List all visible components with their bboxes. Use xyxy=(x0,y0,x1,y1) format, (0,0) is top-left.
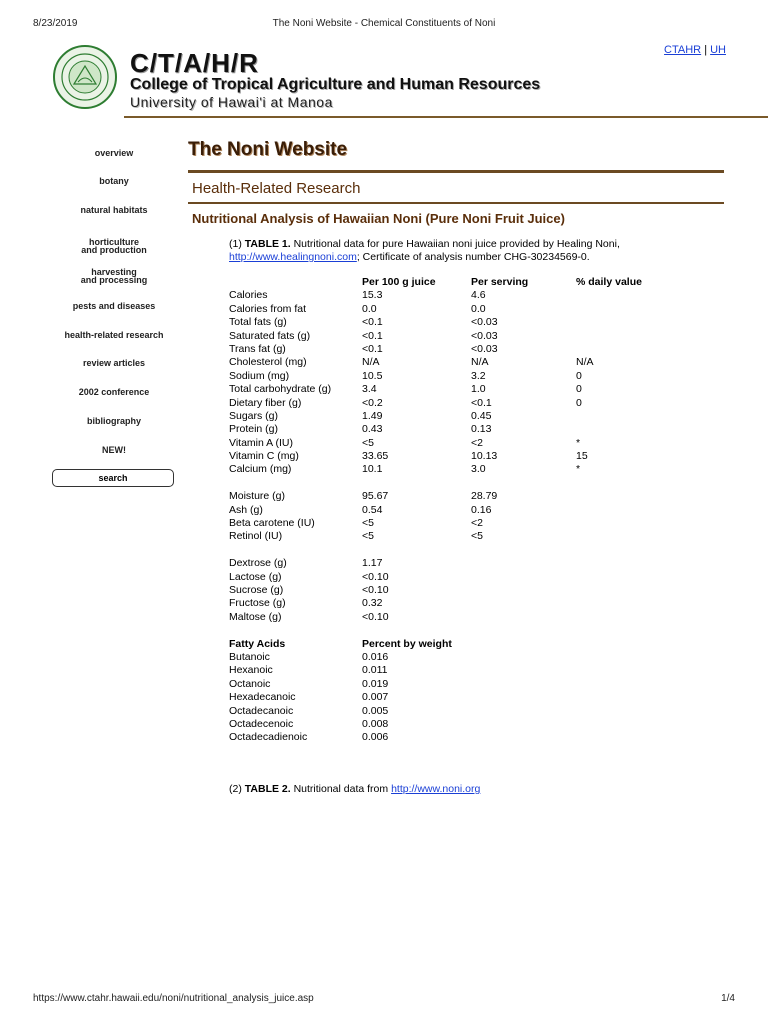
row-label: Butanoic xyxy=(229,650,270,663)
cell-value: N/A xyxy=(471,356,489,369)
cell-value: 0.45 xyxy=(471,409,492,422)
banner-divider xyxy=(124,116,768,118)
table1-number: (1) xyxy=(229,238,242,250)
cell-value: 0.0 xyxy=(362,302,377,315)
row-label: Total carbohydrate (g) xyxy=(229,383,332,396)
row-label: Sugars (g) xyxy=(229,409,279,422)
cell-value: 0 xyxy=(576,369,582,382)
col-header-daily-value: % daily value xyxy=(576,276,642,288)
cell-value: <2 xyxy=(471,517,483,530)
section-divider xyxy=(188,202,724,204)
row-label: Calcium (mg) xyxy=(229,463,292,476)
cell-value: 95.67 xyxy=(362,490,389,503)
nav-health-research[interactable]: health-related research xyxy=(64,330,164,340)
cell-value: 15.3 xyxy=(362,289,383,302)
row-label: Total fats (g) xyxy=(229,316,287,329)
cell-value: 1.49 xyxy=(362,409,383,422)
table1-label: TABLE 1. xyxy=(244,238,291,250)
table1-caption xyxy=(229,238,689,264)
cell-value: <0.1 xyxy=(362,342,383,355)
ctahr-link[interactable]: CTAHR xyxy=(664,44,702,56)
row-label: Trans fat (g) xyxy=(229,342,286,355)
cell-value: N/A xyxy=(576,356,594,369)
row-label: Octanoic xyxy=(229,677,271,690)
row-label: Vitamin C (mg) xyxy=(229,450,299,463)
row-label: Octadecanoic xyxy=(229,704,294,717)
row-label: Retinol (IU) xyxy=(229,530,283,543)
cell-value: * xyxy=(576,463,581,476)
cell-value: <5 xyxy=(471,530,483,543)
nav-overview[interactable]: overview xyxy=(94,148,134,158)
row-label: Ash (g) xyxy=(229,503,263,516)
cell-value: * xyxy=(576,436,581,449)
nav-botany[interactable]: botany xyxy=(99,176,129,186)
cell-value: <0.10 xyxy=(362,610,389,623)
nav-harvesting-line2: and processing xyxy=(80,275,148,285)
cell-value: 0.005 xyxy=(362,704,389,717)
nav-harvesting[interactable] xyxy=(52,268,176,284)
nav-horticulture-line2: and production xyxy=(81,245,147,255)
fatty-acids-header: Fatty Acids xyxy=(229,637,286,650)
cell-value: <0.03 xyxy=(471,316,498,329)
table2-number: (2) xyxy=(229,783,242,795)
cell-value: <0.1 xyxy=(471,396,492,409)
row-label: Protein (g) xyxy=(229,423,279,436)
cell-value: 0.019 xyxy=(362,677,389,690)
cell-value: 0 xyxy=(576,396,582,409)
nav-horticulture-line1: horticulture xyxy=(88,237,139,247)
search-button[interactable]: search xyxy=(52,469,174,487)
cell-value: <0.1 xyxy=(362,329,383,342)
cell-value: 0.007 xyxy=(362,691,389,704)
nav-new[interactable]: NEW! xyxy=(102,445,126,455)
cell-value: 0.32 xyxy=(362,597,383,610)
row-label: Hexadecanoic xyxy=(229,691,296,704)
cell-value: <5 xyxy=(362,530,374,543)
nav-horticulture[interactable] xyxy=(52,238,176,254)
title-divider xyxy=(188,170,724,173)
cell-value: 10.1 xyxy=(362,463,383,476)
row-label: Octadecenoic xyxy=(229,717,294,730)
cell-value: 3.0 xyxy=(471,463,486,476)
cell-value: 28.79 xyxy=(471,490,498,503)
cell-value: 1.0 xyxy=(471,383,486,396)
cell-value: 0 xyxy=(576,383,582,396)
cell-value: 0.13 xyxy=(471,423,492,436)
nav-2002-conference[interactable]: 2002 conference xyxy=(78,387,150,397)
print-url: https://www.ctahr.hawaii.edu/noni/nutritional_analysis_juice.asp xyxy=(33,993,314,1004)
nav-review-articles[interactable]: review articles xyxy=(82,358,146,368)
page-subtitle: Nutritional Analysis of Hawaiian Noni (Pure Noni Fruit Juice) xyxy=(192,211,565,226)
cell-value: N/A xyxy=(362,356,380,369)
cell-value: <0.1 xyxy=(362,316,383,329)
cell-value: <5 xyxy=(362,436,374,449)
row-label: Dextrose (g) xyxy=(229,557,287,570)
cell-value: <2 xyxy=(471,436,483,449)
healingnoni-link[interactable]: http://www.healingnoni.com xyxy=(229,251,357,263)
nav-natural-habitats[interactable]: natural habitats xyxy=(80,205,148,215)
section-title: Health-Related Research xyxy=(192,180,361,197)
cell-value: 10.5 xyxy=(362,369,383,382)
percent-by-weight-header: Percent by weight xyxy=(362,637,452,650)
cell-value: 15 xyxy=(576,450,588,463)
print-date: 8/23/2019 xyxy=(33,18,78,29)
row-label: Fructose (g) xyxy=(229,597,286,610)
table1-caption-text: Nutritional data for pure Hawaiian noni juice provided by Healing Noni, xyxy=(290,238,620,250)
ctahr-acronym: C/T/A/H/R xyxy=(130,48,259,78)
cell-value: 0.008 xyxy=(362,717,389,730)
cell-value: 0.016 xyxy=(362,650,389,663)
cell-value: 10.13 xyxy=(471,450,498,463)
cell-value: 0.54 xyxy=(362,503,383,516)
cell-value: 3.4 xyxy=(362,383,377,396)
noni-org-link[interactable]: http://www.noni.org xyxy=(391,783,481,795)
row-label: Lactose (g) xyxy=(229,570,282,583)
cell-value: <0.03 xyxy=(471,329,498,342)
nav-harvesting-line1: harvesting xyxy=(91,267,137,277)
row-label: Saturated fats (g) xyxy=(229,329,311,342)
row-label: Sodium (mg) xyxy=(229,369,290,382)
row-label: Maltose (g) xyxy=(229,610,282,623)
col-header-per-serving: Per serving xyxy=(471,276,529,288)
row-label: Dietary fiber (g) xyxy=(229,396,302,409)
cell-value: 0.0 xyxy=(471,302,486,315)
row-label: Moisture (g) xyxy=(229,490,286,503)
table1-caption-after: ; Certificate of analysis number CHG-30234569-0. xyxy=(356,251,590,263)
print-page-title: The Noni Website - Chemical Constituents of Noni xyxy=(272,18,496,29)
row-label: Calories xyxy=(229,289,268,302)
table2-label: TABLE 2. xyxy=(244,783,291,795)
link-separator: | xyxy=(704,44,708,56)
cell-value: <0.10 xyxy=(362,570,389,583)
uh-link[interactable]: UH xyxy=(710,44,726,56)
cell-value: 33.65 xyxy=(362,450,389,463)
row-label: Beta carotene (IU) xyxy=(229,517,315,530)
nav-pests-diseases[interactable]: pests and diseases xyxy=(72,301,156,311)
row-label: Cholesterol (mg) xyxy=(229,356,307,369)
row-label: Calories from fat xyxy=(229,302,307,315)
college-name: College of Tropical Agriculture and Human Resources xyxy=(130,76,541,93)
nav-bibliography[interactable]: bibliography xyxy=(87,416,141,426)
university-name: University of Hawai'i at Manoa xyxy=(130,94,333,110)
cell-value: <5 xyxy=(362,517,374,530)
cell-value: 3.2 xyxy=(471,369,486,382)
row-label: Sucrose (g) xyxy=(229,583,284,596)
ctahr-banner xyxy=(50,44,730,118)
university-seal-icon xyxy=(52,44,118,110)
table2-caption xyxy=(229,783,480,795)
cell-value: <0.2 xyxy=(362,396,383,409)
cell-value: 4.6 xyxy=(471,289,486,302)
cell-value: 0.011 xyxy=(362,664,388,677)
cell-value: 0.43 xyxy=(362,423,383,436)
site-title: The Noni Website xyxy=(188,139,348,160)
cell-value: 0.16 xyxy=(471,503,492,516)
cell-value: 1.17 xyxy=(362,557,383,570)
print-page-number: 1/4 xyxy=(721,993,735,1004)
col-header-per100g: Per 100 g juice xyxy=(362,276,436,288)
row-label: Octadecadienoic xyxy=(229,731,308,744)
cell-value: 0.006 xyxy=(362,731,389,744)
row-label: Vitamin A (IU) xyxy=(229,436,293,449)
cell-value: <0.10 xyxy=(362,583,389,596)
row-label: Hexanoic xyxy=(229,664,273,677)
table2-caption-text: Nutritional data from xyxy=(290,783,392,795)
cell-value: <0.03 xyxy=(471,342,498,355)
top-links xyxy=(664,44,726,56)
